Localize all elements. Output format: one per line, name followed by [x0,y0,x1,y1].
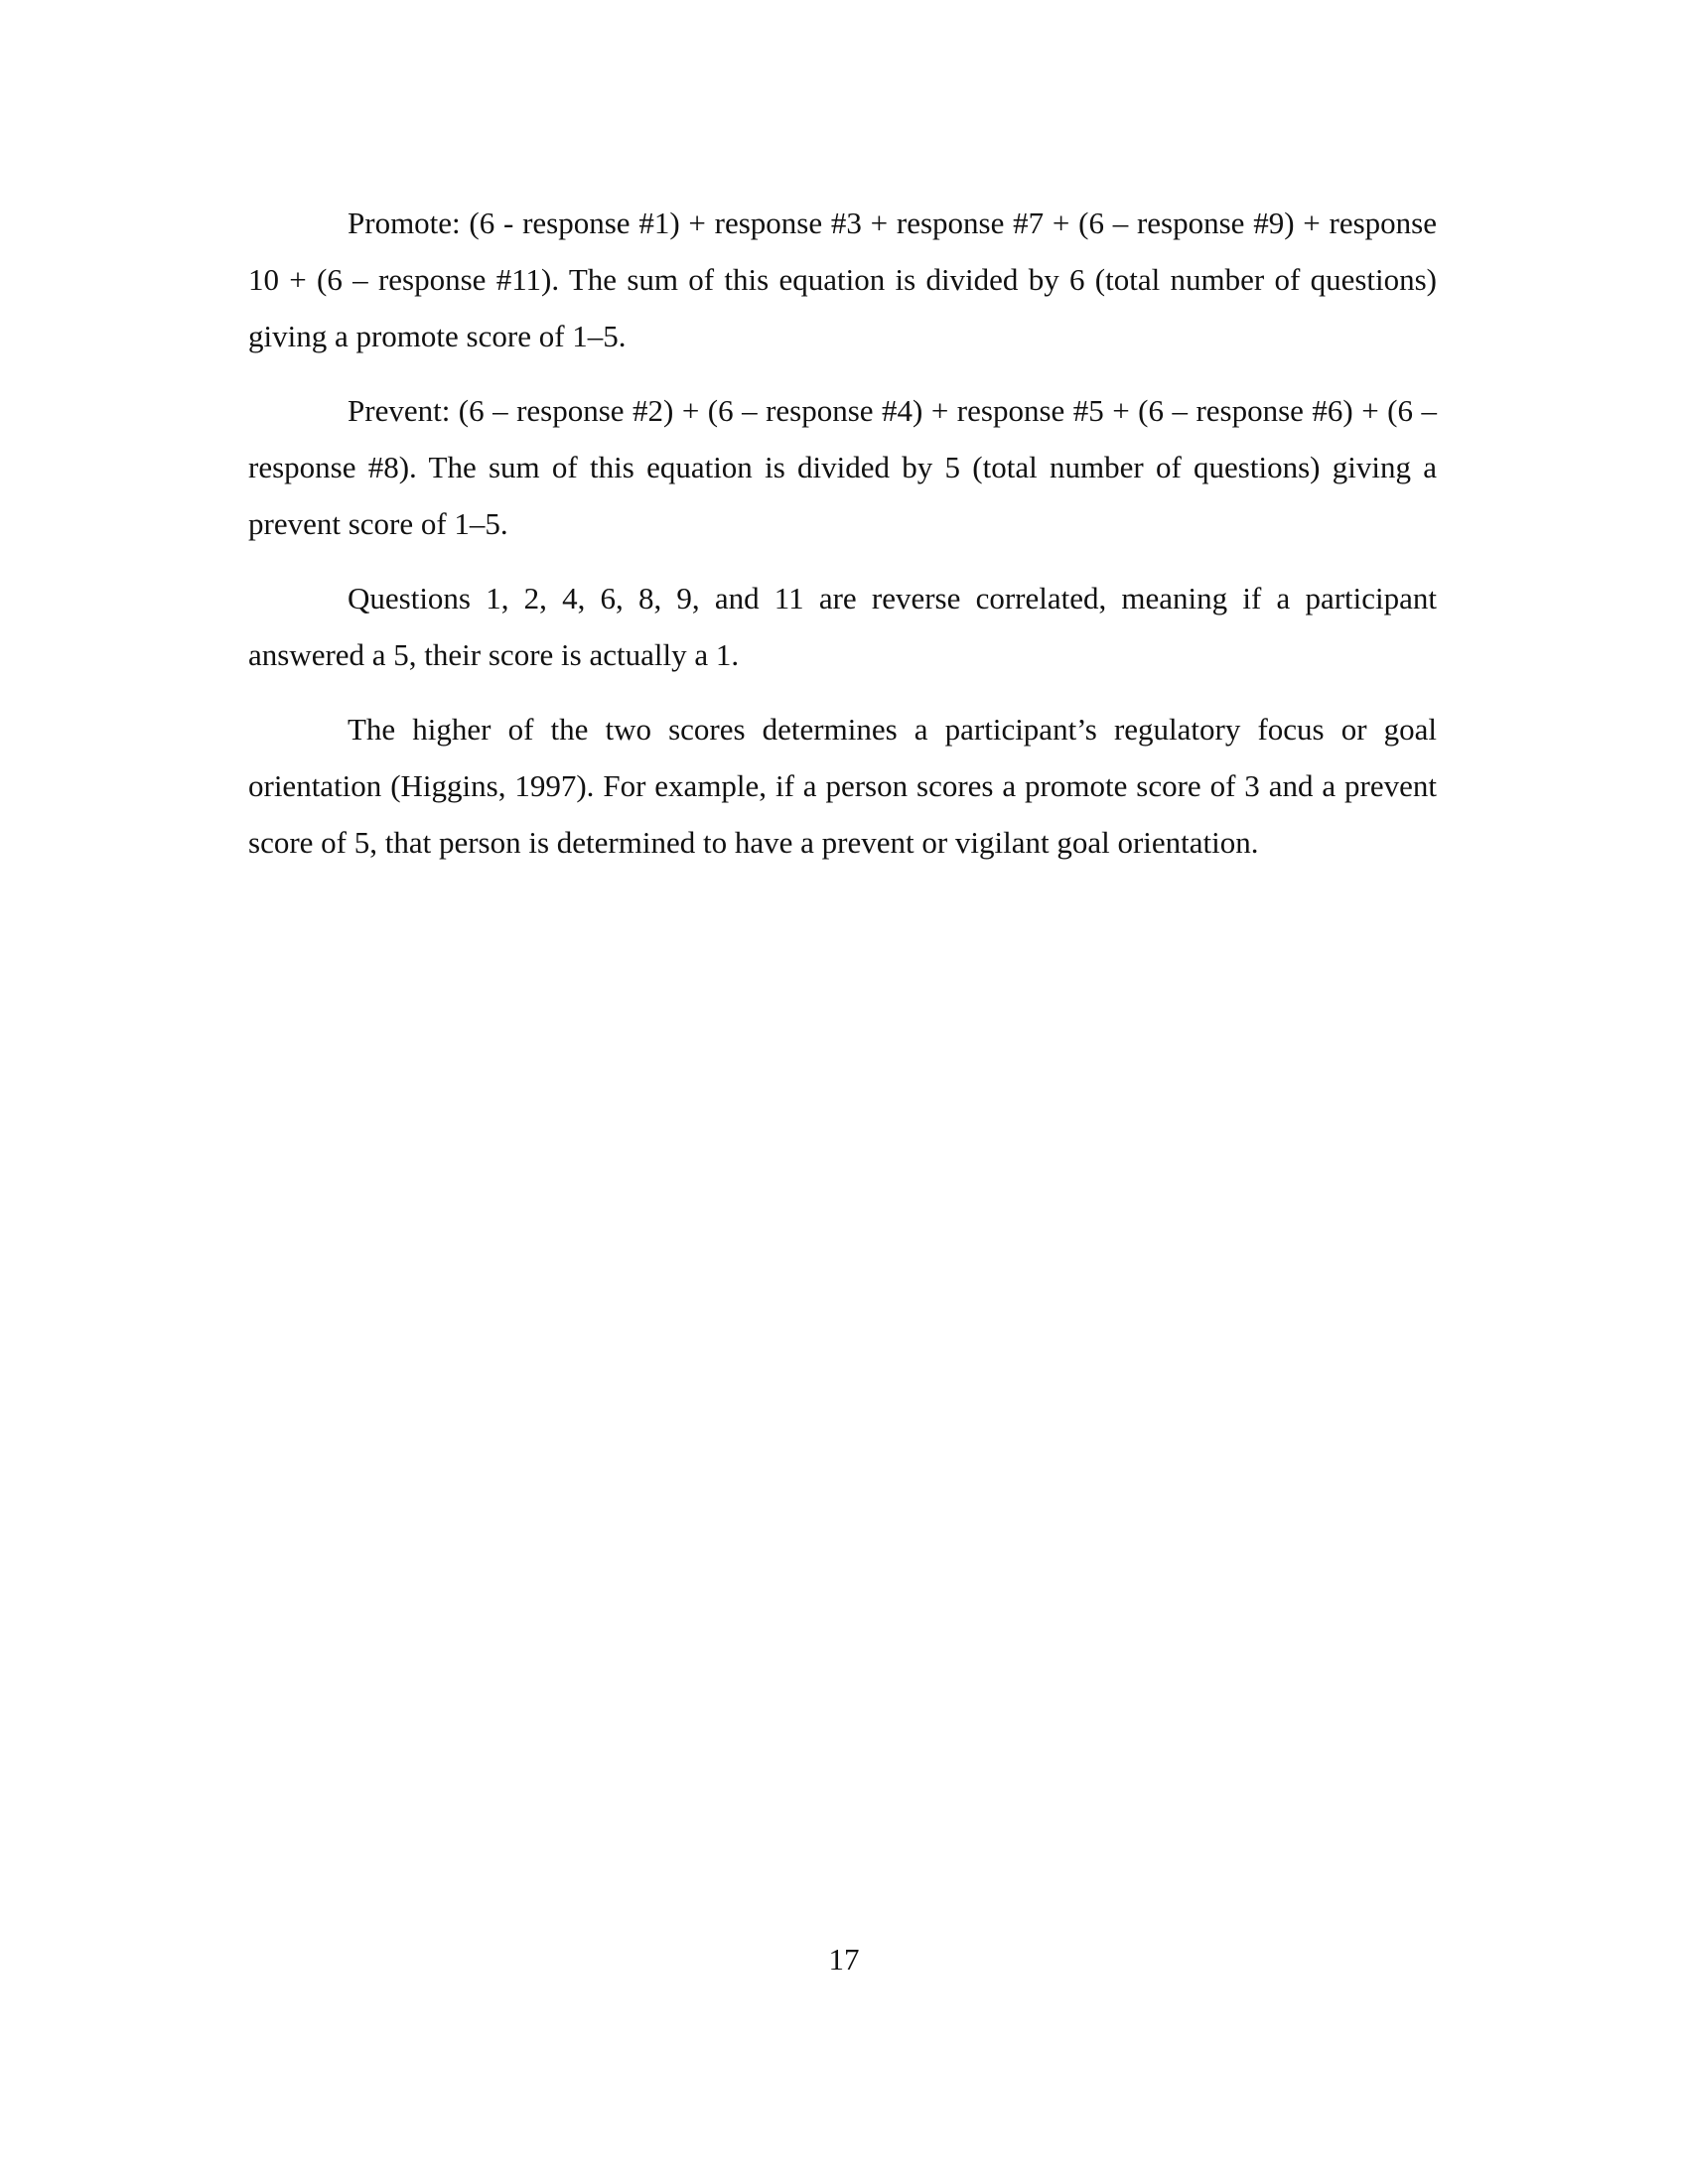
body-text [248,195,1437,888]
paragraph-reverse-correlated: Questions 1, 2, 4, 6, 8, 9, and 11 are reverse correlated, meaning if a participant answered a 5, their score is actually a 1. [248,581,1437,672]
paragraph-prevent-formula: Prevent: (6 – response #2) + (6 – response #4) + response #5 + (6 – response #6) + (6 – response #8). The sum of this equation is divided by 5 (total number of questions) giving a prevent score of 1–5. [248,393,1437,541]
paragraph-promote-formula: Promote: (6 - response #1) + response #3 + response #7 + (6 – response #9) + response 10 + (6 – response #11). The sum of this equation is divided by 6 (total number of questions) giving a promote score of 1–5. [248,205,1437,353]
paragraph-regulatory-focus: The higher of the two scores determines a participant’s regulatory focus or goal orientation (Higgins, 1997). For example, if a person scores a promote score of 3 and a prevent score of 5, that person is determined to have a prevent or vigilant goal orientation. [248,712,1437,860]
page-number: 17 [828,1942,860,1977]
